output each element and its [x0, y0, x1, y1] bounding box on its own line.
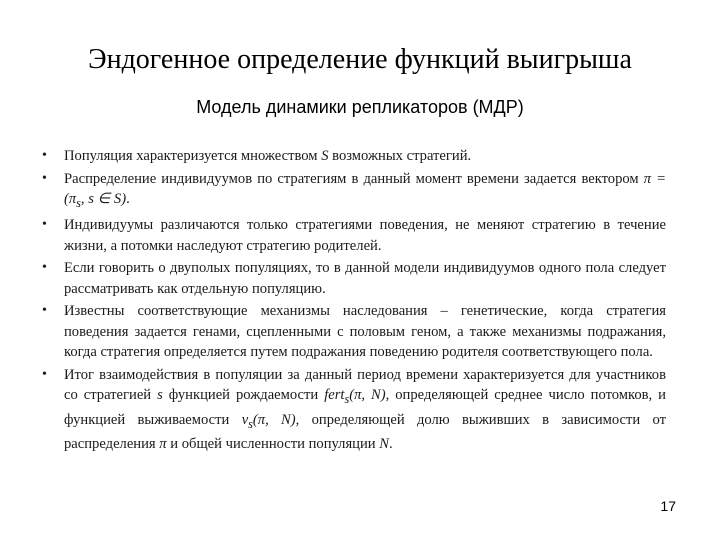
- math-subscript: s: [344, 392, 350, 407]
- math-formula: [324, 387, 386, 407]
- math-symbol: N: [379, 436, 389, 453]
- item-text: , определяющей среднее число потомков, и функцией выживаемости: [64, 387, 666, 428]
- math-part: ν: [241, 411, 249, 428]
- item-text: , определяющей долю выживших в зависимости от распределения: [64, 411, 667, 453]
- list-item: [42, 215, 666, 256]
- list-item: [42, 301, 666, 363]
- math-part: , s ∈ S): [80, 191, 127, 207]
- bullet-icon: •: [42, 366, 47, 382]
- list-item: [42, 365, 666, 455]
- math-symbol: S: [321, 148, 329, 164]
- item-text: Индивидуумы различаются только стратегиями поведения, не меняют стратегию в течение жизни, а потомки наследуют стратегию родителей.: [64, 217, 666, 254]
- math-subscript: s: [76, 195, 81, 210]
- item-text: возможных стратегий.: [332, 148, 472, 164]
- list-item: [42, 169, 666, 214]
- math-formula: [241, 411, 296, 431]
- math-part: (π, N): [349, 387, 386, 404]
- slide-subtitle: Модель динамики репликаторов (МДР): [196, 97, 524, 117]
- page-number: 17: [660, 498, 676, 514]
- item-text: и общей численности популяции: [170, 436, 376, 453]
- item-text: .: [126, 191, 130, 207]
- math-part: fert: [324, 387, 345, 404]
- math-subscript: s: [248, 416, 253, 431]
- math-part: π = (π: [64, 170, 667, 207]
- item-text: Итог взаимодействия в популяции за данный период времени характеризуется для участников со стратегией: [64, 366, 666, 404]
- list-item: [42, 258, 666, 299]
- item-text: Распределение индивидуумов по стратегиям в данный момент времени задается вектором: [64, 170, 639, 187]
- bullet-list: [42, 146, 666, 457]
- bullet-icon: •: [42, 170, 47, 186]
- item-text: Если говорить о двуполых популяциях, то в данной модели индивидуумов одного пола следует рассматривать как отдельную популяцию.: [64, 260, 666, 297]
- item-text: функцией рождаемости: [168, 387, 319, 404]
- item-text: Популяция характеризуется множеством: [64, 148, 318, 164]
- bullet-icon: •: [42, 148, 47, 163]
- item-text: Известны соответствующие механизмы наследования – генетические, когда стратегия поведения задается генами, сцепленными с половым геном, а также механизмы подражания, когда стратегия определяется путем подражания поведению родителя соответствующего пола.: [64, 303, 666, 361]
- math-symbol: π: [159, 436, 167, 453]
- math-part: (π, N): [252, 411, 296, 428]
- math-symbol: s: [157, 387, 163, 404]
- bullet-icon: •: [42, 260, 47, 276]
- bullet-icon: •: [42, 303, 47, 319]
- item-text: .: [389, 436, 393, 453]
- list-item: [42, 146, 666, 167]
- bullet-icon: •: [42, 217, 47, 233]
- slide-title: Эндогенное определение функций выигрыша: [88, 44, 632, 75]
